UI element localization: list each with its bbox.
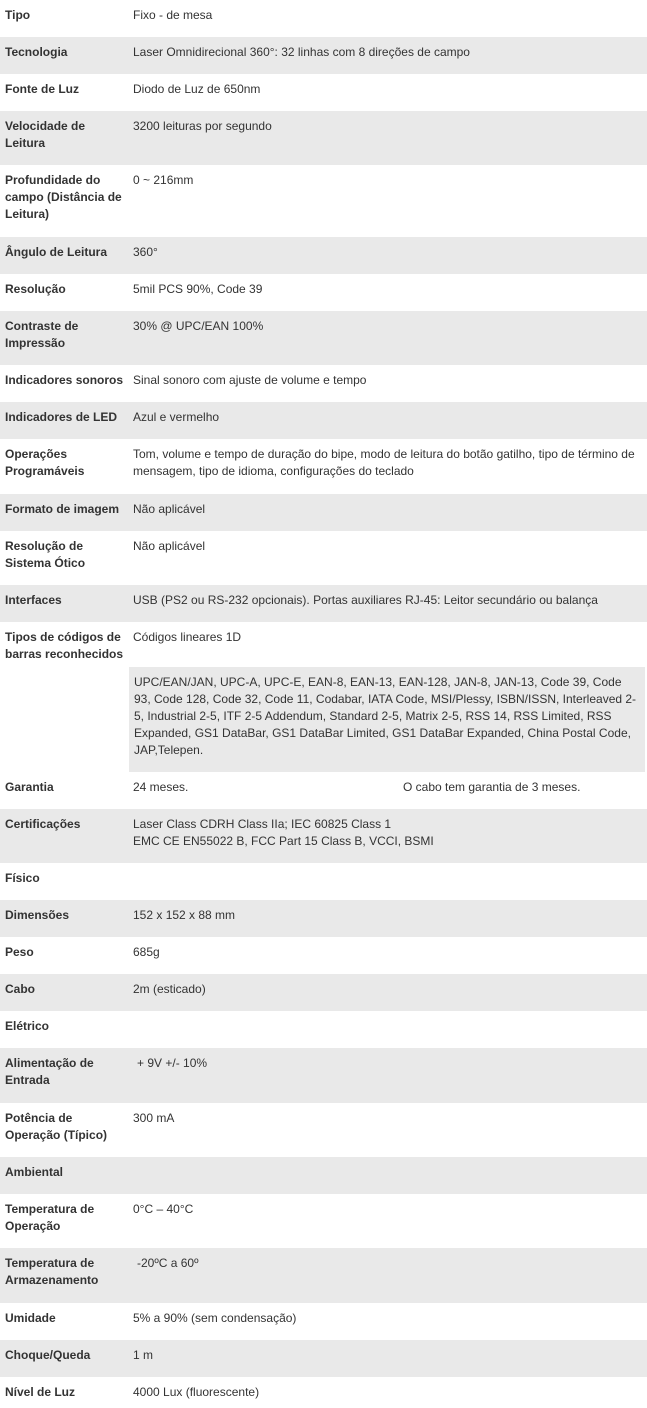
spec-value: Códigos lineares 1D (133, 630, 242, 644)
spec-row-garantia (0, 772, 647, 809)
spec-label: Cabo (5, 982, 35, 996)
spec-section-ambiental (0, 1157, 647, 1194)
spec-row-indicadores-led (0, 402, 647, 439)
spec-value: Azul e vermelho (133, 410, 220, 424)
spec-row-indicadores-sonoros (0, 365, 647, 402)
spec-label: Resolução de Sistema Ótico (5, 539, 86, 570)
spec-value: 685g (133, 945, 160, 959)
spec-value: -20ºC a 60º (137, 1256, 199, 1270)
spec-section-eletrico (0, 1011, 647, 1048)
spec-row-resolucao (0, 274, 647, 311)
spec-row-alimentacao (0, 1048, 647, 1103)
spec-value: 24 meses. (133, 780, 189, 794)
spec-label: Operações Programáveis (5, 447, 85, 478)
spec-label: Umidade (5, 1311, 56, 1325)
spec-row-tipo (0, 0, 647, 37)
spec-value-line: Laser Class CDRH Class IIa; IEC 60825 Class 1 (133, 817, 392, 831)
spec-label: Potência de Operação (Típico) (5, 1111, 108, 1142)
spec-value: Sinal sonoro com ajuste de volume e tempo (133, 373, 367, 387)
spec-label: Garantia (5, 780, 54, 794)
spec-section-fisico (0, 863, 647, 900)
spec-label: Peso (5, 945, 34, 959)
spec-row-umidade (0, 1303, 647, 1340)
spec-label: Contraste de Impressão (5, 319, 79, 350)
spec-value-line: EMC CE EN55022 B, FCC Part 15 Class B, VCCI, BSMI (133, 834, 434, 848)
spec-label: Formato de imagem (5, 502, 120, 516)
spec-value: 30% @ UPC/EAN 100% (133, 319, 264, 333)
spec-label: Alimentação de Entrada (5, 1056, 94, 1087)
spec-value: 1 m (133, 1348, 154, 1362)
spec-row-velocidade (0, 111, 647, 165)
spec-value: Não aplicável (133, 502, 206, 516)
spec-row-profundidade (0, 165, 647, 237)
spec-row-temp-armazenamento (0, 1248, 647, 1303)
spec-value: 3200 leituras por segundo (133, 119, 272, 133)
spec-label: Ângulo de Leitura (5, 245, 107, 259)
spec-row-nivel-luz (0, 1377, 647, 1408)
spec-value: USB (PS2 ou RS-232 opcionais). Portas auxiliares RJ-45: Leitor secundário ou balança (133, 593, 598, 607)
spec-value: 300 mA (133, 1111, 175, 1125)
spec-row-formato-imagem (0, 494, 647, 531)
spec-section-label: Ambiental (5, 1165, 64, 1179)
spec-value: 152 x 152 x 88 mm (133, 908, 236, 922)
spec-row-angulo (0, 237, 647, 274)
spec-label: Indicadores sonoros (5, 373, 124, 387)
spec-label: Velocidade de Leitura (5, 119, 86, 150)
spec-value: Diodo de Luz de 650nm (133, 82, 261, 96)
barcode-symbologies-text: UPC/EAN/JAN, UPC-A, UPC-E, EAN-8, EAN-13, EAN-128, JAN-8, JAN-13, Code 39, Code 93, Code 128, Code 32, Code 11, Codabar, IATA Code, MSI/Plessy, ISBN/ISSN, Interleaved 2-5, Industrial 2-5, ITF 2-5 Addendum, Standard 2-5, Matrix 2-5, RSS 14, RSS Limited, RSS Expanded, GS1 DataBar, GS1 DataBar Limited, GS1 DataBar Expanded, China Postal Code, JAP,Telepen. (134, 675, 637, 757)
spec-row-tipos-codigos (0, 622, 647, 772)
spec-value: 4000 Lux (fluorescente) (133, 1385, 260, 1399)
spec-value: Tom, volume e tempo de duração do bipe, modo de leitura do botão gatilho, tipo de término de mensagem, tipo de idioma, configurações do teclado (133, 447, 635, 478)
spec-value: + 9V +/- 10% (137, 1056, 208, 1070)
spec-label: Tecnologia (5, 45, 68, 59)
spec-label: Temperatura de Armazenamento (5, 1256, 99, 1287)
spec-label: Nível de Luz (5, 1385, 76, 1399)
spec-label: Indicadores de LED (5, 410, 118, 424)
spec-value: Laser Omnidirecional 360°: 32 linhas com 8 direções de campo (133, 45, 470, 59)
spec-row-cabo (0, 974, 647, 1011)
spec-row-operacoes (0, 439, 647, 494)
spec-value: Não aplicável (133, 539, 206, 553)
spec-row-contraste (0, 311, 647, 365)
spec-section-label: Elétrico (5, 1019, 50, 1033)
spec-section-label: Físico (5, 871, 40, 885)
spec-row-resolucao-otico (0, 531, 647, 585)
spec-label: Certificações (5, 817, 81, 831)
spec-value: 2m (esticado) (133, 982, 206, 996)
spec-label: Tipo (5, 8, 31, 22)
spec-value: Fixo - de mesa (133, 8, 213, 22)
spec-row-tecnologia (0, 37, 647, 74)
spec-label: Tipos de códigos de barras reconhecidos (5, 630, 124, 661)
spec-label: Interfaces (5, 593, 62, 607)
spec-value: 5% a 90% (sem condensação) (133, 1311, 297, 1325)
spec-label: Dimensões (5, 908, 70, 922)
spec-row-fonte-de-luz (0, 74, 647, 111)
spec-label: Temperatura de Operação (5, 1202, 95, 1233)
spec-value: 0°C – 40°C (133, 1202, 194, 1216)
spec-row-interfaces (0, 585, 647, 622)
spec-label: Choque/Queda (5, 1348, 91, 1362)
spec-value: 360° (133, 245, 158, 259)
spec-row-choque-queda (0, 1340, 647, 1377)
spec-label: Fonte de Luz (5, 82, 79, 96)
spec-row-peso (0, 937, 647, 974)
spec-value-cable-warranty: O cabo tem garantia de 3 meses. (403, 780, 581, 794)
spec-value: 5mil PCS 90%, Code 39 (133, 282, 263, 296)
spec-row-temp-operacao (0, 1194, 647, 1248)
barcode-symbologies-cell (129, 667, 645, 772)
spec-label: Profundidade do campo (Distância de Leitura) (5, 173, 122, 221)
spec-row-dimensoes (0, 900, 647, 937)
spec-value: 0 ~ 216mm (133, 173, 194, 187)
spec-label: Resolução (5, 282, 66, 296)
spec-row-potencia (0, 1103, 647, 1157)
spec-row-certificacoes (0, 809, 647, 863)
spec-value (133, 816, 643, 850)
